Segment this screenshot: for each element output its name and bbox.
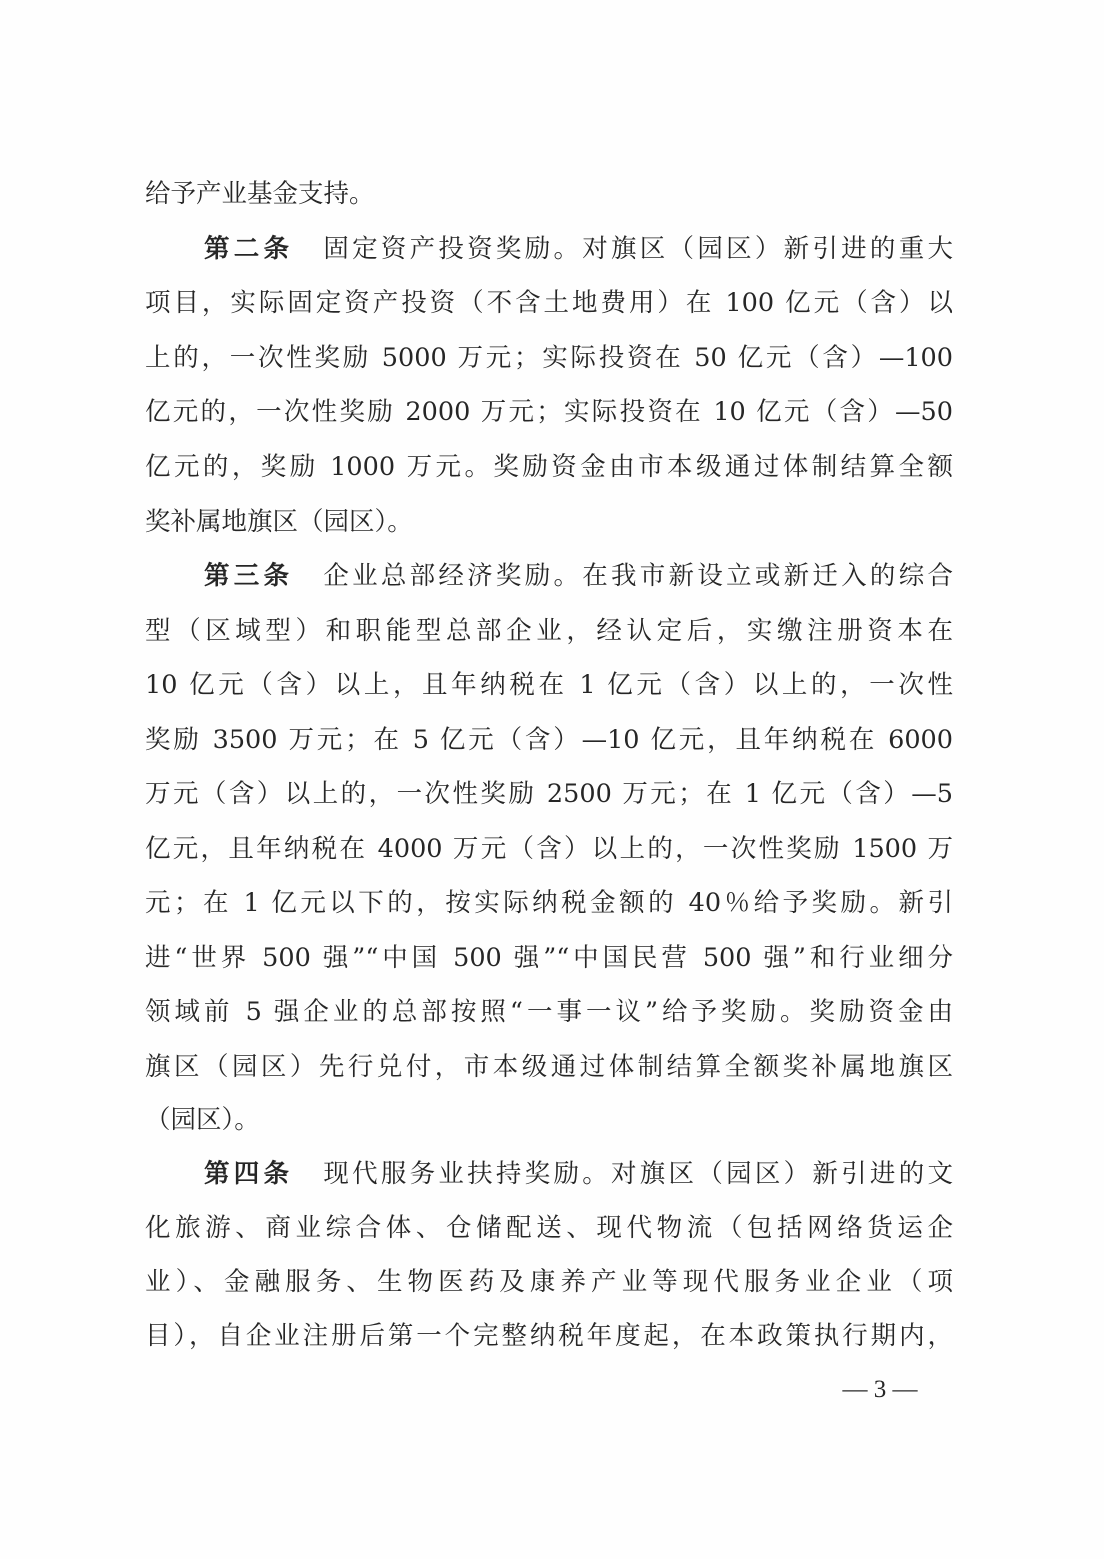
text-line bbox=[145, 331, 953, 385]
line-text: 业）、金融服务、生物医药及康养产业等现代服务业企业（项 bbox=[145, 1267, 953, 1297]
page-number: — 3 — bbox=[842, 1376, 918, 1403]
text-line bbox=[145, 713, 953, 767]
text-line bbox=[145, 276, 953, 330]
line-text: 奖励 3500 万元；在 5 亿元（含）—10 亿元，且年纳税在 6000 bbox=[145, 725, 953, 755]
line-text: 亿元的，奖励 1000 万元。奖励资金由市本级通过体制结算全额 bbox=[145, 452, 953, 482]
text-line bbox=[145, 822, 953, 876]
line-text: 项目，实际固定资产投资（不含土地费用）在 100 亿元（含）以 bbox=[145, 288, 953, 318]
article-heading-line bbox=[204, 1147, 953, 1201]
line-text: 给予产业基金支持。 bbox=[145, 179, 375, 209]
line-text: 固定资产投资奖励。对旗区（园区）新引进的重大 bbox=[323, 234, 953, 264]
line-text: 旗区（园区）先行兑付，市本级通过体制结算全额奖补属地旗区 bbox=[145, 1052, 953, 1082]
text-line bbox=[145, 985, 953, 1039]
text-line bbox=[145, 658, 953, 712]
text-line bbox=[145, 1093, 953, 1147]
line-text: 亿元的，一次性奖励 2000 万元；实际投资在 10 亿元（含）—50 bbox=[145, 397, 953, 427]
line-text: 现代服务业扶持奖励。对旗区（园区）新引进的文 bbox=[323, 1159, 953, 1189]
line-text: 元；在 1 亿元以下的，按实际纳税金额的 40％给予奖励。新引 bbox=[145, 888, 953, 918]
text-line bbox=[145, 931, 953, 985]
line-text: 领域前 5 强企业的总部按照“一事一议”给予奖励。奖励资金由 bbox=[145, 997, 953, 1027]
line-text: 型（区域型）和职能型总部企业，经认定后，实缴注册资本在 bbox=[145, 616, 953, 646]
text-line bbox=[145, 1255, 953, 1309]
line-text: 目），自企业注册后第一个完整纳税年度起，在本政策执行期内， bbox=[145, 1321, 953, 1351]
text-line bbox=[145, 495, 953, 549]
article-heading: 第三条 bbox=[204, 561, 294, 591]
text-line bbox=[145, 1040, 953, 1094]
text-line bbox=[145, 604, 953, 658]
text-line bbox=[145, 767, 953, 821]
article-heading: 第二条 bbox=[204, 234, 294, 264]
article-heading-line bbox=[204, 222, 953, 276]
line-text: 企业总部经济奖励。在我市新设立或新迁入的综合 bbox=[323, 561, 953, 591]
article-heading: 第四条 bbox=[204, 1159, 294, 1189]
line-text: 进“世界 500 强”“中国 500 强”“中国民营 500 强”和行业细分 bbox=[145, 943, 953, 973]
line-text: 奖补属地旗区（园区）。 bbox=[145, 507, 413, 537]
line-text: 万元（含）以上的，一次性奖励 2500 万元；在 1 亿元（含）—5 bbox=[145, 779, 953, 809]
line-text: 上的，一次性奖励 5000 万元；实际投资在 50 亿元（含）—100 bbox=[145, 343, 953, 373]
text-line bbox=[145, 876, 953, 930]
text-line bbox=[145, 385, 953, 439]
line-text: （园区）。 bbox=[145, 1105, 260, 1135]
text-line bbox=[145, 167, 953, 221]
line-text: 10 亿元（含）以上，且年纳税在 1 亿元（含）以上的，一次性 bbox=[145, 670, 953, 700]
article-heading-line bbox=[204, 549, 953, 603]
line-text: 亿元，且年纳税在 4000 万元（含）以上的，一次性奖励 1500 万 bbox=[145, 834, 953, 864]
text-line bbox=[145, 1309, 953, 1363]
text-line bbox=[145, 440, 953, 494]
line-text: 化旅游、商业综合体、仓储配送、现代物流（包括网络货运企 bbox=[145, 1213, 953, 1243]
text-line bbox=[145, 1201, 953, 1255]
